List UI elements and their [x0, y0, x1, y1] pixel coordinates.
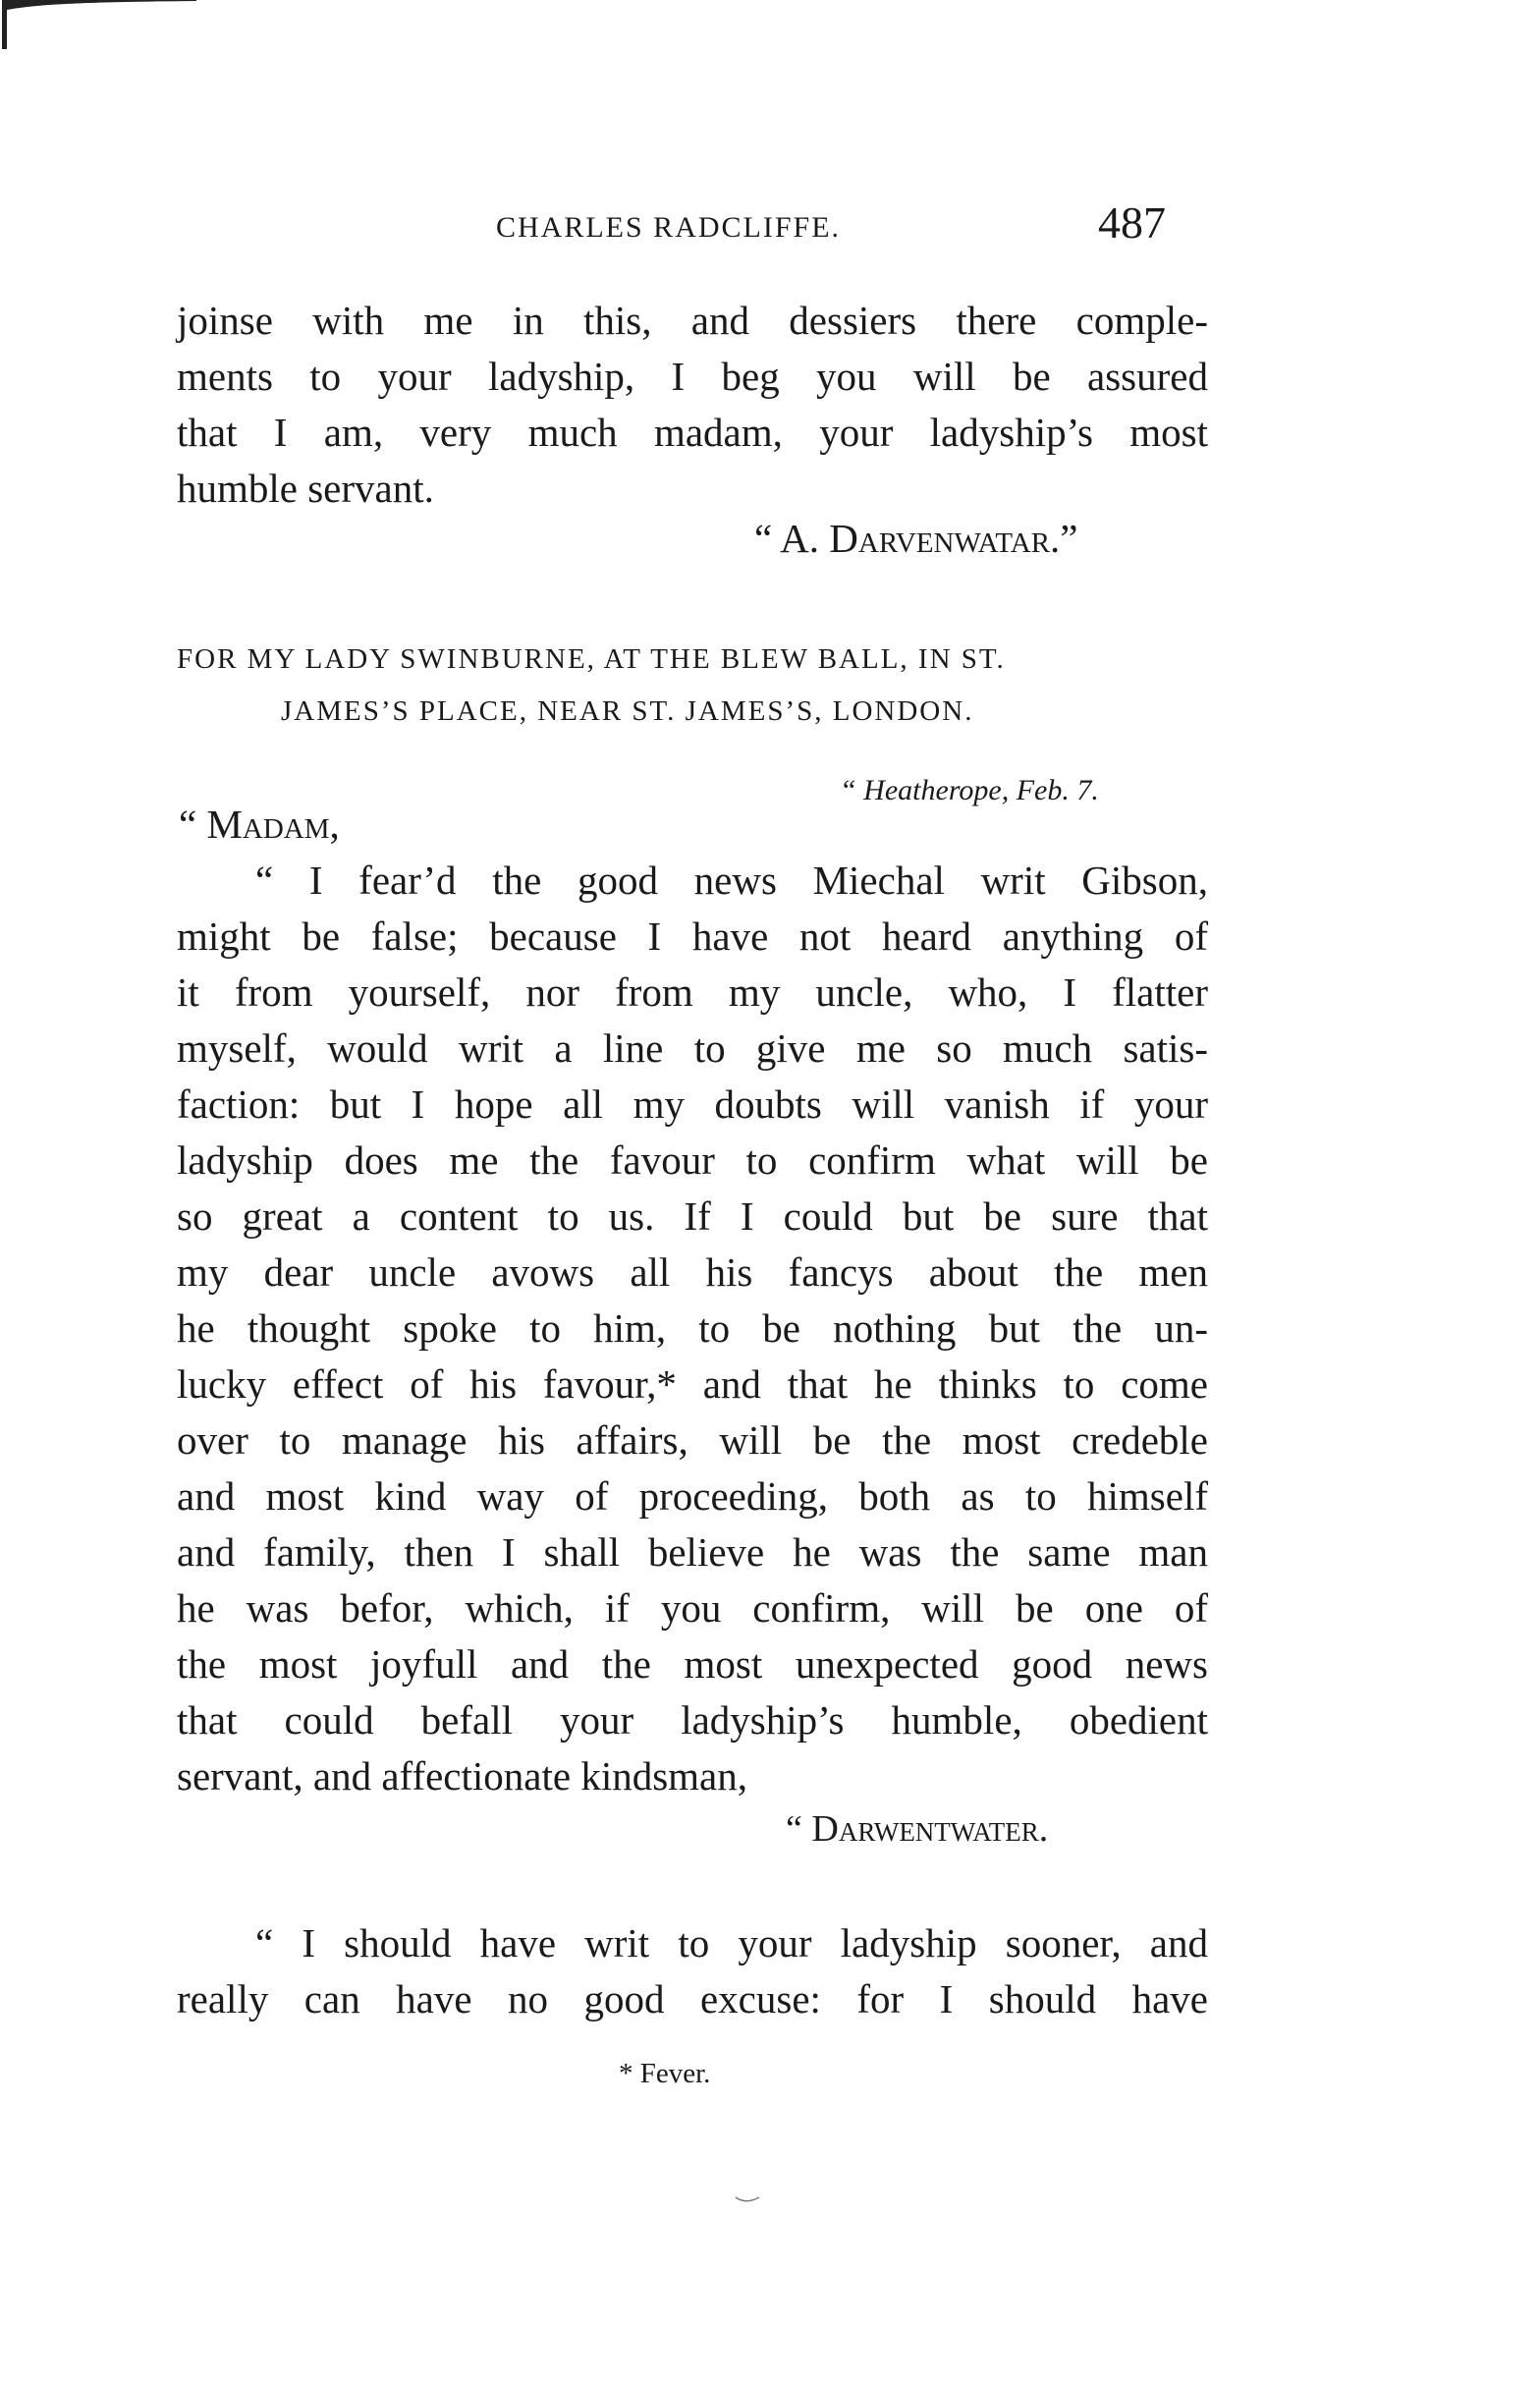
- text-line: and family, then I shall believe he was the same man: [177, 1529, 1208, 1575]
- signature-quote: “ A.: [754, 516, 830, 561]
- signature-name: Darwentwater.: [811, 1808, 1049, 1850]
- text-line: servant, and affectionate kindsman,: [177, 1753, 748, 1799]
- letter-dateline: “ Heatherope, Feb. 7.: [840, 774, 1099, 806]
- text-line: “ I should have writ to your ladyship sooner, and: [255, 1920, 1208, 1966]
- running-title: CHARLES RADCLIFFE.: [496, 211, 842, 244]
- salutation-quote: “: [179, 802, 207, 847]
- text-line: “ I fear’d the good news Miechal writ Gibson,: [255, 858, 1208, 903]
- salutation-text: Madam,: [206, 802, 340, 847]
- printing-mark-icon: [735, 2195, 760, 2203]
- text-line: faction: but I hope all my doubts will vanish if your: [177, 1081, 1208, 1127]
- address-line-1: FOR MY LADY SWINBURNE, AT THE BLEW BALL, IN ST.: [177, 643, 1006, 675]
- text-line: over to manage his affairs, will be the most credeble: [177, 1417, 1208, 1463]
- text-line: ments to your ladyship, I beg you will be assured: [177, 354, 1208, 399]
- text-line: ladyship does me the favour to confirm what will be: [177, 1137, 1208, 1183]
- footnote: * Fever.: [619, 2058, 711, 2089]
- text-line: lucky effect of his favour,* and that he thinks to come: [177, 1361, 1208, 1407]
- letter-two-signature: [786, 1807, 1048, 1851]
- text-line: the most joyfull and the most unexpected good news: [177, 1641, 1208, 1687]
- letter-one-body: [177, 293, 1208, 517]
- text-line: that could befall your ladyship’s humble, obedient: [177, 1697, 1208, 1743]
- letter-three-body: [177, 1915, 1208, 2027]
- page-number: 487: [1098, 197, 1166, 248]
- signature-quote: “: [786, 1808, 812, 1850]
- text-line: humble servant.: [177, 466, 434, 511]
- text-line: my dear uncle avows all his fancys about the men: [177, 1249, 1208, 1295]
- text-line: myself, would writ a line to give me so much satis-: [177, 1025, 1208, 1071]
- text-line: joinse with me in this, and dessiers there comple-: [177, 298, 1208, 343]
- address-line-2: JAMES’S PLACE, NEAR ST. JAMES’S, LONDON.: [281, 695, 974, 727]
- text-line: might be false; because I have not heard anything of: [177, 914, 1208, 959]
- text-line: really can have no good excuse: for I should have: [177, 1976, 1208, 2021]
- letter-salutation: [179, 801, 340, 848]
- text-line: he thought spoke to him, to be nothing but the un-: [177, 1305, 1208, 1351]
- letter-two-body: [177, 853, 1208, 1804]
- text-line: so great a content to us. If I could but be sure that: [177, 1193, 1208, 1239]
- letter-one-signature: [754, 515, 1078, 562]
- text-line: and most kind way of proceeding, both as to himself: [177, 1473, 1208, 1519]
- signature-name: Darvenwatar.: [829, 516, 1061, 561]
- signature-close-quote: ”: [1060, 516, 1078, 561]
- text-line: he was befor, which, if you confirm, will be one of: [177, 1585, 1208, 1631]
- text-line: that I am, very much madam, your ladyship’s most: [177, 410, 1208, 455]
- text-line: it from yourself, nor from my uncle, who, I flatter: [177, 969, 1208, 1015]
